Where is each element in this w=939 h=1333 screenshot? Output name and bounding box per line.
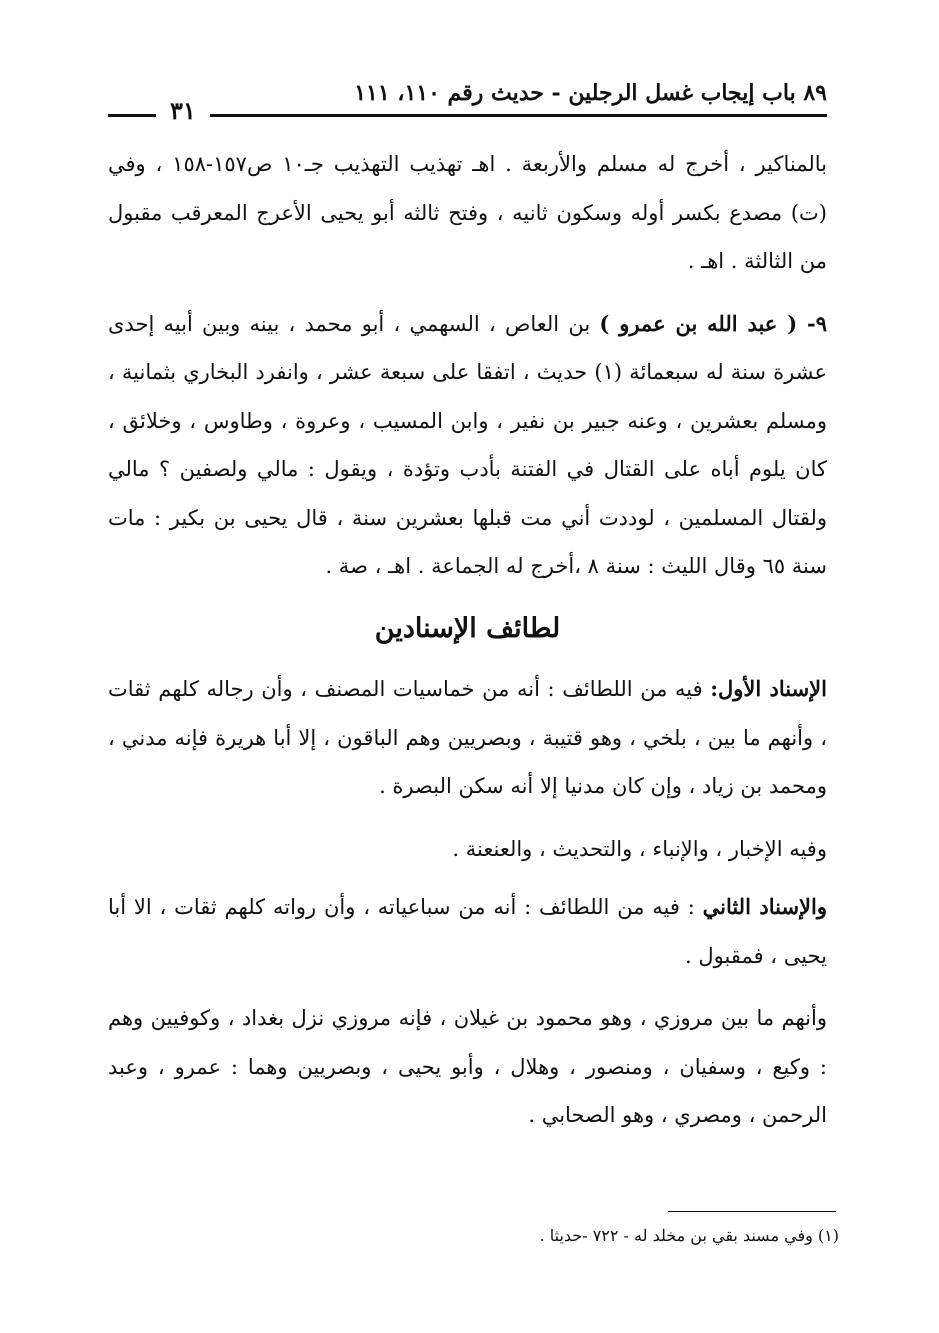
header-rule — [108, 114, 827, 117]
running-header — [108, 80, 827, 125]
paragraph-second-isnad — [108, 883, 827, 980]
footnote: (١) وفي مسند بقي بن مخلد له - ٧٢٢ -حديثا . — [539, 1226, 839, 1245]
paragraph-text: بالمناكير ، أخرج له مسلم والأربعة . اهـ تهذيب التهذيب جـ١٠ ص١٥٧-١٥٨ ، وفي (ت) مصدع بكسر أوله وسكون ثانيه ، وفتح ثالثه أبو يحيى الأعرج المعرقب مقبول من الثالثة . اهـ . — [108, 152, 827, 273]
paragraph-first-isnad — [108, 665, 827, 811]
paragraph-text: وفيه الإخبار ، والإنباء ، والتحديث ، والعنعنة . — [452, 836, 827, 861]
paragraph-text: وأنهم ما بين مروزي ، وهو محمود بن غيلان ، فإنه مروزي نزل بغداد ، وكوفيين وهم : وكيع ، وسفيان ، ومنصور ، وهلال ، وأبو يحيى ، وبصريين وهما : عمرو ، وعبد الرحمن ، ومصري ، وهو الصحابي . — [108, 1006, 827, 1127]
footnote-rule — [668, 1211, 836, 1212]
section-heading: لطائف الإسنادين — [374, 612, 561, 644]
paragraph-abdullah-bin-amr — [108, 300, 827, 591]
page-number: ٣١ — [156, 96, 210, 125]
isnad-label: الإسناد الأول: — [710, 676, 827, 701]
paragraph-narrator-origins — [108, 994, 827, 1140]
narrator-name: ٩- ( عبد الله بن عمرو ) — [599, 310, 827, 336]
paragraph-text: بن العاص ، السهمي ، أبو محمد ، بينه وبين أبيه إحدى عشرة سنة له سبعمائة (١) حديث ، اتفقا على سبعة عشر ، وانفرد البخاري بثمانية ، ومسلم بعشرين ، وعنه جبير بن نفير ، وابن المسيب ، وعروة ، وطاوس ، وخلائق ، كان يلوم أباه على القتال في الفتنة بأدب وتؤدة ، ويقول : مالي ولصفين ؟ مالي ولقتال المسلمين ، لوددت أني مت قبلها بعشرين سنة ، قال يحيى بن بكير : مات سنة ٦٥ وقال الليث : سنة ٨ ،أخرج له الجماعة . اهـ ، صة . — [108, 311, 827, 578]
header-title: ٨٩ باب إيجاب غسل الرجلين - حديث رقم ١١٠، ١١١ — [354, 80, 827, 106]
paragraph-text: : فيه من اللطائف : أنه من سباعياته ، وأن رواته كلهم ثقات ، الا أبا يحيى ، فمقبول . — [108, 895, 827, 968]
paragraph-mussadda — [108, 140, 827, 286]
paragraph-transmission-terms — [108, 825, 827, 874]
main-text — [108, 140, 827, 1154]
paragraph-text: فيه من اللطائف : أنه من خماسيات المصنف ، وأن رجاله كلهم ثقات ، وأنهم ما بين ، بلخي ، وهو قتيبة ، وبصريين وهم الباقون ، إلا أبا هريرة فإنه مدني ، ومحمد بن زياد ، وإن كان مدنيا إلا أنه سكن البصرة . — [108, 677, 827, 798]
isnad-label: والإسناد الثاني — [702, 894, 827, 919]
